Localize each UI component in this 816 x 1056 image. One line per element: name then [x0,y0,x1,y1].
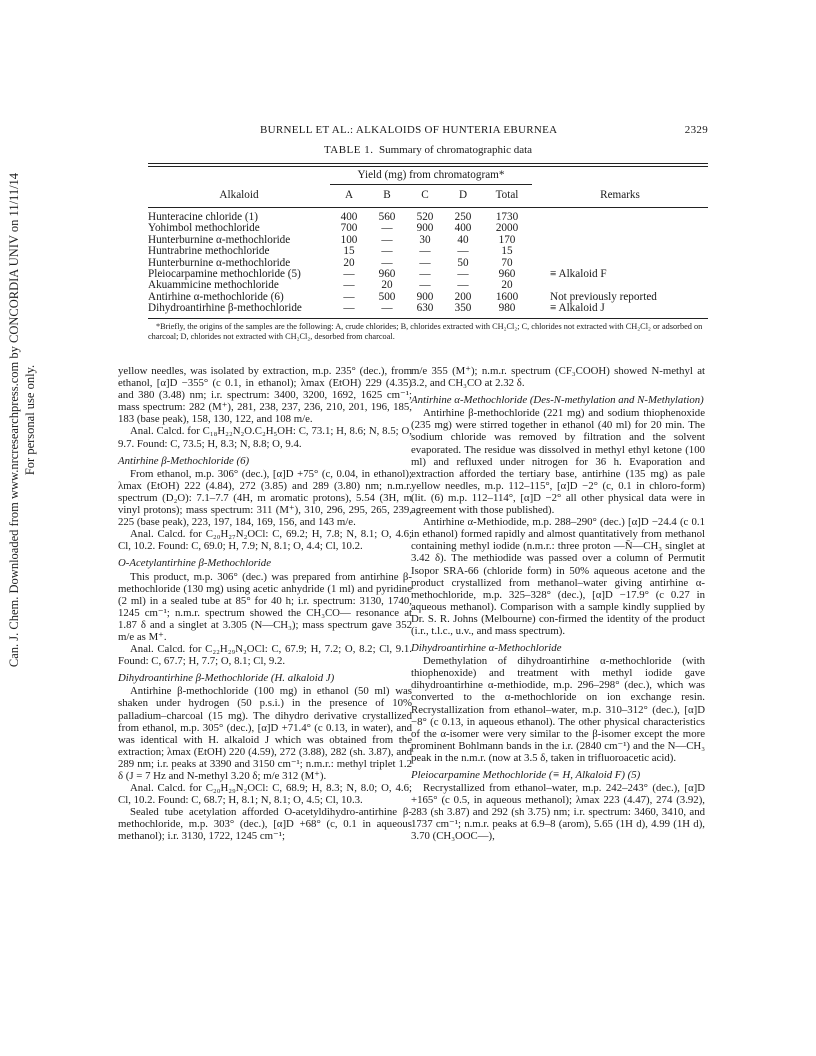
yield-cell: 400 [454,222,472,235]
yield-cell: 400 [340,211,358,223]
left-column [118,365,412,843]
header-d: D [458,189,468,202]
yield-cell: 100 [340,233,358,246]
yield-cell: 20 [381,279,393,292]
section-heading: Pleiocarpamine Methochloride (≡ H, Alkaloid F) (5) [411,769,641,781]
yield-span-header: Yield (mg) from chromatogram* [357,168,505,181]
chromatographic-table [148,163,708,342]
personal-use-notice: For personal use only. [23,364,37,476]
running-head [148,124,708,138]
alkaloid-name-cell: Yohimbol methochloride [148,222,260,235]
yield-cell: — [343,279,355,292]
yield-cell: — [419,268,431,281]
yield-cell: 1730 [495,211,519,223]
paragraph: Recrystallized from ethanol–water, m.p. 242–243° (dec.), [α]D +165° (c 0.5, in aqueous methanol); λmax 223 (4.47), 274 (3.92), 283 (sh 3.87) and 292 (sh 3.75) nm; i.r. spectrum: 3460, 3410, and 1737 cm⁻¹; n.m.r. peaks at 6.9–8 (arom), 5.65 (1H d), 4.99 (1H d), 3.70 (CH₃OOC—), [411,782,705,843]
remarks-cell [532,223,708,234]
yield-cell: 960 [498,268,516,281]
yield-cell: 700 [340,222,358,235]
yield-cell: — [419,279,431,292]
paragraph: Anal. Calcd. for C₂₂H₂₉N₂OCl: C, 67.9; H, 7.2; O, 8.2; Cl, 9.1. Found: C, 67.7; H, 7.7; O, 8.1; Cl, 9.2. [118,643,412,668]
remarks-cell: ≡ Alkaloid J [550,302,605,315]
header-alkaloid: Alkaloid [219,189,259,202]
yield-cell: 980 [498,302,516,315]
yield-cell: 70 [501,256,513,269]
yield-cell: — [381,302,393,315]
download-watermark [6,150,50,690]
alkaloid-name-cell: Huntrabrine methochloride [148,245,270,258]
yield-cell: 1600 [495,290,519,303]
yield-cell: — [457,245,469,258]
paragraph: Demethylation of dihydroantirhine α-methochloride (with thiophenoxide) and treatment with methyl iodide gave dihydroantirhine α-methiodide, m.p. 296–298° (dec.), which was converted to the α-methochloride on ion exchange resin. Recrystallization from ethanol–water, m.p. 310–312° (dec.), [α]D −8° (c 0.13, in aqueous ethanol). The other physical characteristics of the α-isomer were very similar to the β-isomer except the more prominent Bohlmann bands in the i.r. (2840 cm⁻¹) and the N—CH₃ peak in the n.m.r. (now at 3.5 δ, taken in trifluoroacetic acid). [411,655,705,764]
table-caption [148,144,708,156]
yield-cell: 30 [419,233,431,246]
yield-cell: — [457,279,469,292]
table-row [148,246,708,257]
yield-cell: 20 [343,256,355,269]
alkaloid-name-cell: Antirhine α-methochloride (6) [148,290,284,303]
header-b: B [383,189,391,202]
alkaloid-name-cell: Hunterburnine α-methochloride [148,233,291,246]
yield-cell: 170 [498,233,516,246]
paragraph: Antirhine α-Methiodide, m.p. 288–290° (dec.) [α]D −24.4 (c 0.1 in ethanol) formed rapidly and almost quantitatively from methanol containing methyl iodide (n.m.r.: three proton —N̄—CH₃ singlet at 3.42 δ). The methiodide was passed over a column of Permutit Isopor SRA-66 (chloride form) in 50% aqueous acetone and the product crystallized from methanol–water giving antirhine α-methochloride, m.p. 325–328° (dec.), [α]D −17.9° (c 0.27 in aqueous methanol). Comparison with a sample kindly supplied by Dr. S. R. Johns (Melbourne) con-firmed the identity of the product (i.r., t.l.c., u.v., and mass spectrum). [411,516,705,637]
paragraph: From ethanol, m.p. 306° (dec.), [α]D +75° (c, 0.04, in ethanol); λmax (EtOH) 222 (4.84), 272 (3.85) and 289 (3.80) nm; n.m.r. spectrum (D₂O): 7.1–7.7 (4H, m aromatic protons), 5.54 (3H, m vinyl protons); mass spectrum: 311 (M⁺), 310, 296, 295, 265, 239, 225 (base peak), 223, 197, 184, 169, 156, and 143 m/e. [118,467,412,529]
alkaloid-name-cell: Hunterburnine α-methochloride [148,256,291,269]
right-column [411,365,705,843]
data-table [148,167,708,319]
yield-cell: 900 [416,222,434,235]
page-number: 2329 [684,124,708,136]
yield-cell: — [343,290,355,303]
table-label: TABLE 1. [323,144,374,156]
yield-cell: 350 [454,302,472,315]
header-c: C [421,189,429,202]
yield-cell: 20 [501,279,513,292]
yield-cell: — [419,256,431,269]
yield-cell: — [457,268,469,281]
remarks-cell: Not previously reported [550,290,657,303]
section-heading: Dihydroantirhine β-Methochloride (H. alkaloid J) [118,672,335,685]
paragraph: Anal. Calcd. for C₁₈H₂₂N₂O.C₂H₅OH: C, 73.1; H, 8.6; N, 8.5; O, 9.7. Found: C, 73.5; H, 8.3; N, 8.8; O, 9.4. [118,425,412,450]
yield-cell: 250 [454,211,472,223]
yield-cell: 2000 [495,222,519,235]
yield-cell: 960 [378,268,396,281]
yield-cell: — [381,222,393,235]
remarks-cell: ≡ Alkaloid F [550,268,607,281]
section-heading: O-Acetylantirhine β-Methochloride [118,557,271,570]
table-header-row [148,185,708,208]
yield-cell: — [343,268,355,281]
remarks-cell [532,212,708,223]
alkaloid-name-cell: Hunteracine chloride (1) [148,211,258,223]
yield-cell: 520 [416,211,434,223]
yield-cell: 200 [454,290,472,303]
table-footnote: *Briefly, the origins of the samples are the following: A, crude chlorides; B, chlorides extracted with CH₂Cl₂; C, chlorides not extracted with CH₂Cl₂ or adsorbed on charcoal; D, chlorides not extracted with CH₂Cl₂, desorbed from charcoal. [148,321,703,341]
yield-cell: 50 [457,256,469,269]
alkaloid-name-cell: Akuammicine methochloride [148,279,279,292]
section-heading: Antirhine β-Methochloride (6) [118,454,250,467]
paragraph: Antirhine β-methochloride (100 mg) in ethanol (50 ml) was shaken under hydrogen (50 p.s.i.) in the presence of 10% palladium–charcoal (15 mg). The dihydro derivative crystallized from ethanol, m.p. 305° (dec.), [α]D +71.4° (c 0.13, in water), and was identical with H. alkaloid J which was obtained from the extraction; λmax (EtOH) 220 (4.59), 272 (3.88), 282 (sh. 3.87), and 289 nm; i.r. peaks at 3390 and 3150 cm⁻¹; n.m.r.: methyl triplet 1.2 δ (J = 7 Hz and N-methyl 3.20 δ; m/e 312 (M⁺). [118,685,412,782]
yield-cell: — [419,245,431,258]
download-notice: Can. J. Chem. Downloaded from www.nrcresearchpress.com by CONCORDIA UNIV on 11/11/14 [7,172,21,668]
yield-cell: — [343,302,355,315]
paragraph: Antirhine β-methochloride (221 mg) and sodium thiophenoxide (235 mg) were stirred together in ethanol (40 ml) for 20 min. The sodium chloride was removed by filtration and the solvent evaporated. The residue was dissolved in methyl ethyl ketone (100 ml) and refluxed under nitrogen for 36 h. Evaporation and extraction afforded the tertiary base, antirhine (135 mg) as pale yellow needles, m.p. 112–115°, [α]D −2° (c, 0.1 in chloro-form) (lit. (6) m.p. 112–114°, [α]D −2° all other physical data were in agreement with those published). [411,407,705,517]
remarks-cell [532,235,708,246]
header-total: Total [495,189,519,202]
yield-cell: 630 [416,302,434,315]
running-head-title: BURNELL ET AL.: ALKALOIDS OF HUNTERIA EBURNEA [260,124,558,136]
yield-cell: — [381,233,393,246]
section-heading: Dihydroantirhine α-Methochloride [411,642,562,655]
header-a: A [344,189,354,202]
table-caption-text: Summary of chromatographic data [379,144,533,156]
paragraph: Anal. Calcd. for C₂₀H₂₉N₂OCl: C, 68.9; H, 8.3; N, 8.0; O, 4.6; Cl, 10.2. Found: C, 68.7; H, 8.1; N, 8.1; O, 4.5; Cl, 10.3. [118,782,412,807]
yield-cell: — [381,256,393,269]
yield-cell: 15 [501,245,513,258]
yield-cell: 15 [343,245,355,258]
paragraph: Sealed tube acetylation afforded O-acetyldihydro-antirhine β-methochloride, m.p. 303° (dec.), [α]D +68° (c, 0.1 in aqueous methanol); i.r. 3130, 1722, 1245 cm⁻¹; [118,806,412,843]
paragraph: m/e 355 (M⁺); n.m.r. spectrum (CF₃COOH) showed N-methyl at 3.2, and CH₃CO at 2.32 δ. [411,365,705,390]
table-body [148,212,708,315]
table-top-rule [148,163,708,164]
yield-cell: 40 [457,233,469,246]
paragraph: yellow needles, was isolated by extraction, m.p. 235° (dec.), from ethanol, [α]D −355° (c 0.1, in ethanol); λmax (EtOH) 229 (4.35) and 380 (3.48) nm; i.r. spectrum: 3400, 3200, 1692, 1625 cm⁻¹; mass spectrum: 282 (M⁺), 281, 238, 237, 236, 210, 201, 196, 185, 183 (base peak), 158, 130, 122, and 108 m/e. [118,365,412,426]
yield-cell: — [381,245,393,258]
header-remarks: Remarks [600,189,640,202]
section-heading: Antirhine α-Methochloride (Des-N-methylation and N-Methylation) [411,394,704,407]
paragraph: Anal. Calcd. for C₂₀H₂₇N₂OCl: C, 69.2; H, 7.8; N, 8.1; O, 4.6; Cl, 10.2. Found: C, 69.0; H, 7.9; N, 8.1; O, 4.4; Cl, 10.2. [118,528,412,553]
paragraph: This product, m.p. 306° (dec.) was prepared from antirhine β-methochloride (130 mg) using acetic anhydride (1 ml) and pyridine (2 ml) in a sealed tube at 85° for 40 h; i.r. spectrum: 3130, 1740, 1245 cm⁻¹; n.m.r. spectrum showed the CH₃CO— resonance at 1.87 δ and a singlet at 3.305 (N—CH₃); mass spectrum gave 352 m/e as M⁺. [118,570,412,643]
alkaloid-name-cell: Pleiocarpamine methochloride (5) [148,268,301,281]
alkaloid-name-cell: Dihydroantirhine β-methochloride [148,302,302,315]
remarks-cell [532,246,708,257]
yield-cell: 560 [378,211,396,223]
yield-cell: 500 [378,290,396,303]
table-row [148,303,708,314]
yield-cell: 900 [416,290,434,303]
